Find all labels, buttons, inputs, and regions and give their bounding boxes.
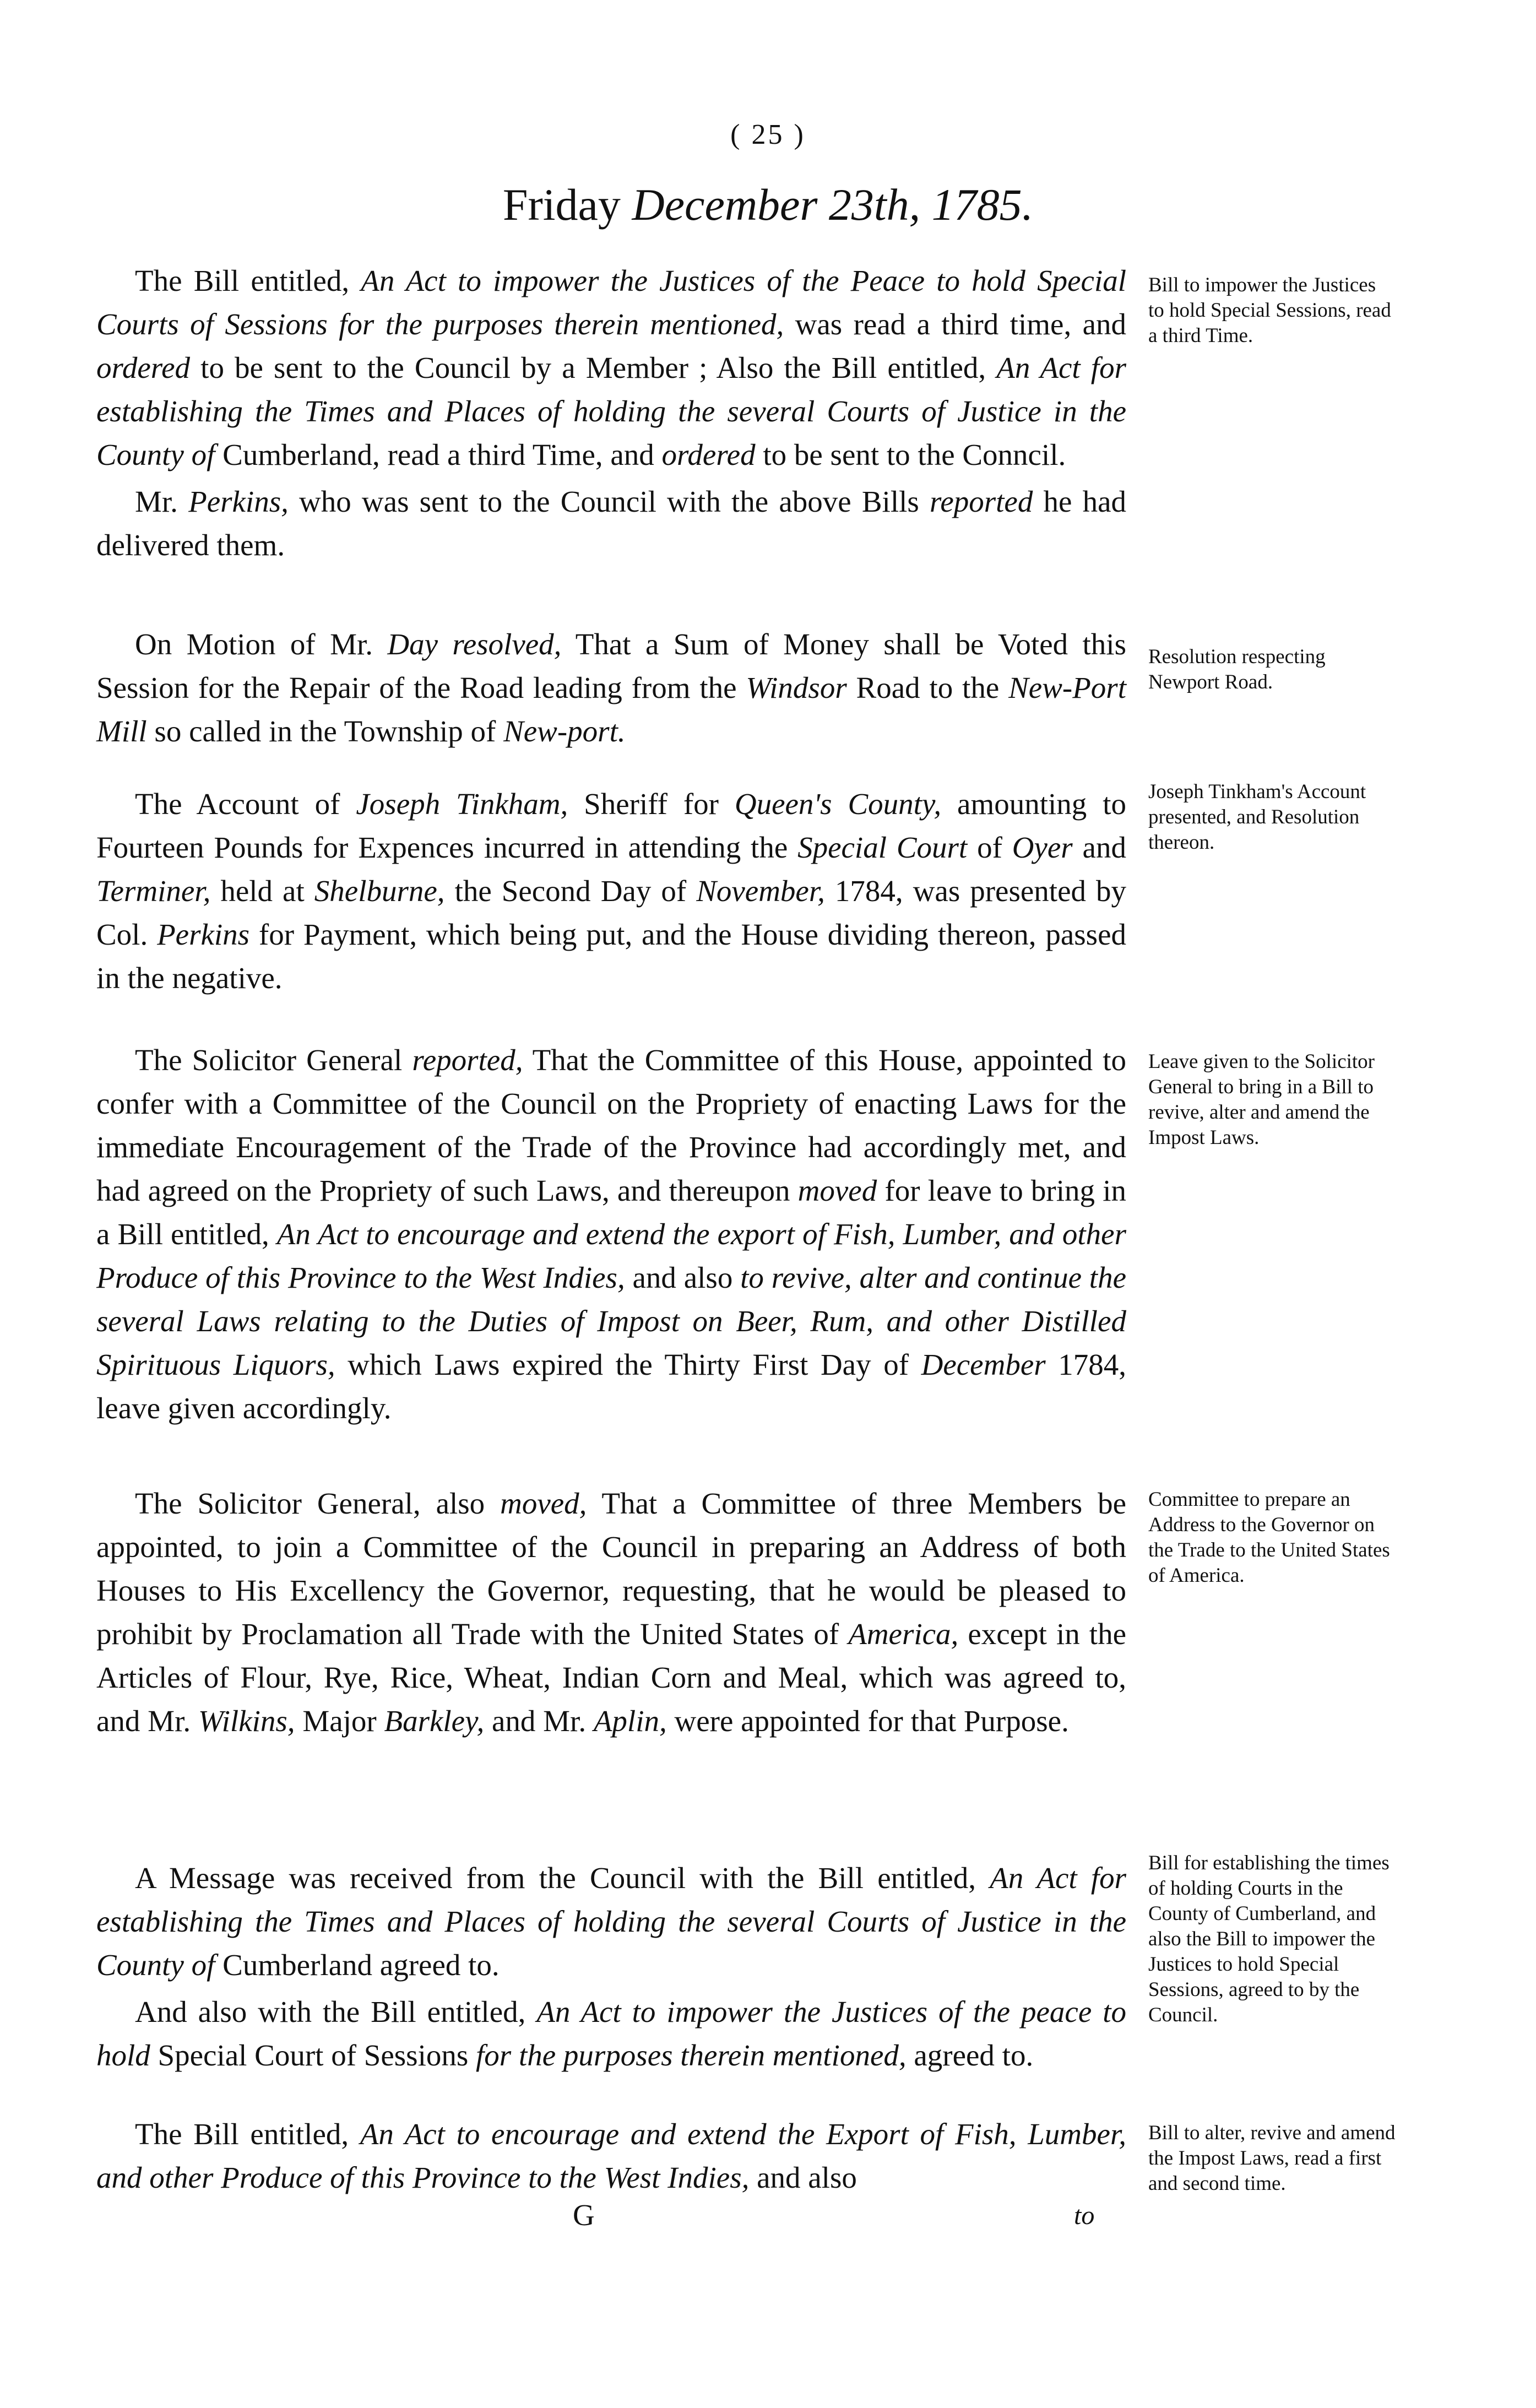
main-paragraph-1 bbox=[96, 259, 1126, 567]
date-heading bbox=[0, 179, 1536, 231]
text-run: That the Committee of this House, appointed to confer with a Committee of the Council on the Propriety of enacting Laws for the immediate Encouragement of the Trade of the Province had accordingly met, and had agreed on the Propriety of such Laws, and thereupon bbox=[96, 1043, 1126, 1207]
margin-note-6: Bill for establishing the times of holding Courts in the County of Cumberland, and also the Bill to impower the Justices to hold Special Sessions, agreed to by the Council. bbox=[1148, 1852, 1390, 2026]
text-run-italic: ordered bbox=[96, 351, 191, 384]
text-run: held at bbox=[210, 874, 314, 908]
text-run: The Solicitor General bbox=[135, 1043, 413, 1077]
text-run-italic: An Act for establishing the Times and Places of holding the several Courts of Justice in the County of bbox=[96, 351, 1126, 471]
text-run: for Payment, which being put, and the House dividing thereon, passed in the negative. bbox=[96, 918, 1127, 995]
text-run-italic: of bbox=[183, 1948, 223, 1982]
text-run: except in the Articles of Flour, Rye, Rice, Wheat, Indian Corn and Meal, which was agreed to, and Mr. bbox=[96, 1617, 1126, 1738]
text-run-italic: New-port. bbox=[503, 714, 626, 748]
text-run: That a Committee of three Members be appointed, to join a Committee of the Council in preparing an Address of both Houses to His Excellency the Governor, requesting, that he would be pleased to prohibit by Proclamation all Trade with the United States of bbox=[96, 1487, 1127, 1651]
text-run: Special Court of Sessions bbox=[150, 2038, 476, 2072]
text-run: and bbox=[1072, 831, 1126, 864]
text-run: Mr. bbox=[135, 485, 189, 518]
text-run: and Mr. bbox=[484, 1704, 594, 1738]
text-run-italic: reported bbox=[929, 485, 1033, 518]
margin-note-2: Resolution respecting Newport Road. bbox=[1148, 646, 1326, 693]
margin-note-4: Leave given to the Solicitor General to bring in a Bill to revive, alter and amend the Impost Laws. bbox=[1148, 1050, 1375, 1149]
main-paragraph-6 bbox=[96, 1856, 1126, 2077]
margin-note-7: Bill to alter, revive and amend the Impost Laws, read a first and second time. bbox=[1148, 2122, 1396, 2195]
text-run: was read a third time, and bbox=[784, 307, 1126, 341]
text-run: to be sent to the Council by a Member ; Also the Bill entitled, bbox=[190, 351, 997, 384]
main-paragraph-5 bbox=[96, 1482, 1126, 1743]
text-run: The Bill entitled, bbox=[135, 2117, 360, 2151]
text-run-italic: Shelburne, bbox=[314, 874, 445, 908]
text-run: of bbox=[967, 831, 1012, 864]
text-run-italic: Perkins, bbox=[188, 485, 289, 518]
text-run: 1784, was presented by Col. bbox=[96, 874, 1126, 951]
text-run-italic: Barkley, bbox=[384, 1704, 485, 1738]
text-run: The Solicitor General, also bbox=[135, 1487, 501, 1520]
text-run-italic: moved, bbox=[500, 1487, 587, 1520]
margin-note-3: Joseph Tinkham's Account presented, and Resolution thereon. bbox=[1148, 780, 1366, 854]
text-run-italic: New-Port Mill bbox=[96, 671, 1126, 748]
signature-mark: G bbox=[573, 2198, 595, 2232]
main-paragraph-4 bbox=[96, 1038, 1126, 1430]
text-run-italic: Windsor bbox=[746, 671, 847, 704]
text-run: which Laws expired the Thirty First Day of bbox=[335, 1348, 921, 1381]
text-run-italic: Joseph Tinkham, bbox=[356, 787, 568, 821]
heading-day: Friday bbox=[502, 180, 621, 230]
text-run-italic: Aplin, bbox=[593, 1704, 667, 1738]
text-run: he had delivered them. bbox=[96, 485, 1126, 562]
text-run: The Bill entitled, bbox=[135, 264, 361, 297]
text-run-italic: An Act to impower the Justices of the Peace to hold Special Courts of Sessions for the purposes therein mentioned, bbox=[96, 264, 1127, 341]
text-run: and also bbox=[625, 1261, 741, 1294]
text-run: A Message was received from the Council with the Bill entitled, bbox=[135, 1861, 990, 1895]
catchword: to bbox=[1074, 2201, 1095, 2230]
text-run: Road to the bbox=[846, 671, 1009, 704]
text-run-italic: December bbox=[921, 1348, 1046, 1381]
text-run-italic: Terminer, bbox=[96, 874, 211, 908]
text-run-italic: An Act to impower the Justices of the peace to hold bbox=[96, 1995, 1126, 2072]
text-run: to be sent to the Conncil. bbox=[755, 438, 1066, 471]
text-run: amounting to Fourteen Pounds for Expences incurred in attending the bbox=[96, 787, 1126, 864]
text-run-italic: Special Court bbox=[797, 831, 968, 864]
text-run-italic: Queen's County, bbox=[734, 787, 942, 821]
text-run: the Second Day of bbox=[444, 874, 697, 908]
text-run-italic: November, bbox=[696, 874, 825, 908]
text-run: so called in the Township of bbox=[146, 714, 504, 748]
margin-note-5: Committee to prepare an Address to the Governor on the Trade to the United States of America. bbox=[1148, 1488, 1390, 1587]
text-run: The Account of bbox=[135, 787, 356, 821]
text-run-italic: Wilkins, bbox=[198, 1704, 295, 1738]
text-run-italic: Oyer bbox=[1012, 831, 1073, 864]
text-run-italic: An Act for establishing the Times and Places of holding the several Courts of Justice in the County bbox=[96, 1861, 1127, 1982]
text-run: 1784, leave given accordingly. bbox=[96, 1348, 1127, 1425]
text-run-italic: Day resolved, bbox=[387, 627, 562, 661]
text-run: That a Sum of Money shall be Voted this Session for the Repair of the Road leading from the bbox=[96, 627, 1126, 704]
margin-note-1: Bill to impower the Justices to hold Special Sessions, read a third Time. bbox=[1148, 274, 1391, 347]
text-run-italic: An Act to encourage and extend the Export of Fish, Lumber, and other Produce of this Province to the West Indies, bbox=[96, 2117, 1126, 2194]
text-run: Cumberland agreed to. bbox=[222, 1948, 500, 1982]
text-run: And also with the Bill entitled, bbox=[135, 1995, 537, 2029]
text-run: for leave to bring in a Bill entitled, bbox=[96, 1174, 1126, 1251]
text-run-italic: An Act to encourage and extend the export of Fish, Lumber, and other Produce of this Province to the West Indies, bbox=[96, 1217, 1126, 1294]
text-run-italic: for the purposes therein mentioned, bbox=[476, 2038, 907, 2072]
text-run: Sheriff for bbox=[568, 787, 735, 821]
main-paragraph-2 bbox=[96, 622, 1126, 753]
text-run-italic: Perkins bbox=[157, 918, 250, 951]
text-run-italic: ordered bbox=[661, 438, 756, 471]
text-run: who was sent to the Council with the above Bills bbox=[288, 485, 930, 518]
text-run: were appointed for that Purpose. bbox=[666, 1704, 1069, 1738]
heading-date: December 23th, 1785. bbox=[632, 180, 1034, 230]
main-paragraph-7 bbox=[96, 2112, 1126, 2199]
text-run-italic: reported, bbox=[412, 1043, 523, 1077]
text-run-italic: moved bbox=[797, 1174, 877, 1207]
text-run-italic: America, bbox=[848, 1617, 959, 1651]
main-paragraph-3 bbox=[96, 782, 1126, 1000]
page-number: ( 25 ) bbox=[730, 119, 806, 150]
text-run-italic: to revive, alter and continue the several Laws relating to the Duties of Impost on Beer, Rum, and other Distilled Spirituous Liquors, bbox=[96, 1261, 1126, 1381]
text-run: and also bbox=[749, 2161, 857, 2194]
text-run: agreed to. bbox=[906, 2038, 1034, 2072]
text-run: Cumberland, read a third Time, and bbox=[215, 438, 662, 471]
text-run: Major bbox=[295, 1704, 384, 1738]
text-run: On Motion of Mr. bbox=[135, 627, 388, 661]
